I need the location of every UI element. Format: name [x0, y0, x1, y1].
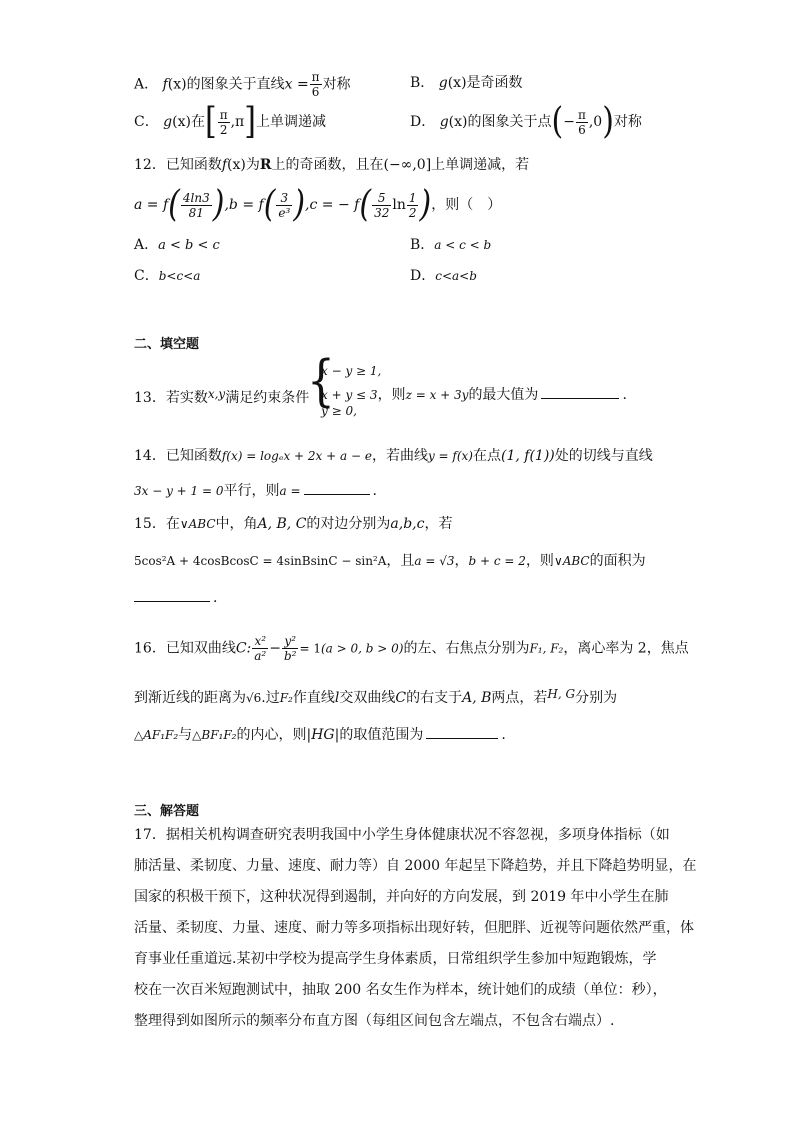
interval: (−∞,0] — [383, 157, 432, 173]
period: . — [622, 387, 627, 403]
period: . — [213, 590, 218, 606]
line-l: l — [334, 690, 340, 706]
option-value: b<c<a — [158, 269, 201, 283]
equation-rhs: = 1 — [299, 641, 321, 656]
q12-option-a — [134, 234, 220, 254]
numerator: π — [577, 107, 586, 122]
constraint-brace: { — [307, 349, 335, 414]
func-name: f — [221, 157, 228, 173]
question-text: 的取值范围为 — [339, 727, 424, 743]
paragraph-line: 育事业任重道远.某初中学校为提高学生身体素质，日常组织学生参加中短跑锻炼，学 — [134, 951, 657, 967]
fraction — [576, 108, 588, 137]
objective: z = x + 3y — [405, 388, 469, 402]
interval-end: ,π — [230, 114, 245, 130]
numerator: 1 — [408, 190, 417, 205]
fraction — [407, 191, 419, 220]
q16-line3 — [134, 725, 506, 745]
question-text: 中，角 — [215, 516, 258, 532]
question-text: 的对边分别为 — [306, 516, 391, 532]
q13-cond-row — [321, 384, 627, 404]
question-text: ，则 — [525, 553, 554, 569]
question-text: 上单调递减，若 — [431, 157, 530, 173]
left-paren: ( — [551, 100, 564, 143]
question-text: 的左、右焦点分别为 — [403, 640, 530, 657]
option-label: A． — [134, 237, 159, 253]
option-label: C． — [134, 268, 159, 284]
numerator: π — [311, 70, 320, 84]
minus-sign: − — [563, 114, 575, 130]
trig-equation: 5cos²A + 4cosBcosC = 4sinBsinC − sin²A — [134, 554, 387, 568]
point-y: ,0 — [588, 114, 603, 130]
constraint-1: x − y ≥ 1, — [321, 364, 382, 378]
option-label: D． — [410, 114, 436, 130]
point: (1, f(1)) — [501, 448, 555, 464]
question-text: ，若 — [424, 516, 453, 532]
option-text: 对称 — [322, 76, 351, 93]
points-ab: A, B — [462, 690, 492, 706]
question-text: 平行，则 — [223, 483, 280, 499]
constraint-2: x + y ≤ 3 — [321, 388, 378, 402]
fraction — [218, 108, 230, 137]
func-arg: (x) — [167, 76, 187, 93]
q12-stem — [134, 155, 529, 175]
equation: x = — [284, 76, 309, 93]
real-set: R — [259, 157, 272, 173]
period: . — [501, 727, 506, 743]
a-value: a = √3 — [414, 554, 455, 568]
func-arg: (x) — [227, 157, 246, 173]
option-text: 的图象关于点 — [467, 114, 552, 130]
q11-option-d — [410, 100, 642, 143]
func-name: g — [163, 114, 173, 130]
triangle-1: △AF₁F₂ — [134, 728, 179, 742]
func-name: f — [162, 76, 168, 93]
q13-stem — [134, 384, 309, 408]
question-text: 的内心，则 — [236, 727, 307, 743]
denominator: 81 — [188, 205, 204, 220]
question-text: ，离心率为 2，焦点 — [563, 640, 689, 657]
q11-option-a — [134, 70, 351, 99]
curve-name: C — [395, 690, 407, 706]
numerator: x² — [252, 634, 268, 649]
answer-blank[interactable] — [541, 398, 619, 399]
denominator: 2 — [219, 122, 228, 137]
paragraph-line: 校在一次百米短跑测试中，抽取 200 名女生作为样本，统计她们的成绩（单位：秒）， — [134, 982, 667, 998]
sides: a,b,c — [390, 516, 425, 532]
denominator: 6 — [578, 122, 586, 137]
question-text: 交双曲线 — [339, 690, 396, 706]
question-text: 15．在 — [134, 516, 180, 532]
option-text: 在 — [190, 114, 205, 130]
right-paren: ) — [293, 183, 306, 226]
question-text: 16．已知双曲线 — [134, 640, 236, 657]
def-a: a = f — [134, 197, 169, 213]
triangle: ∨ABC — [553, 554, 590, 568]
question-text: ，且 — [386, 553, 415, 569]
option-text: 的图象关于直线 — [186, 76, 285, 93]
fraction — [276, 191, 292, 220]
sqrt-six: √6 — [246, 691, 262, 705]
curve: y = f(x) — [427, 449, 473, 463]
right-paren: ) — [419, 183, 432, 226]
left-paren: ( — [263, 183, 276, 226]
option-value: a < b < c — [158, 238, 220, 253]
q12-definitions — [134, 183, 502, 226]
question-text: 的右支于 — [406, 690, 463, 706]
answer-blank[interactable] — [426, 738, 498, 739]
fraction — [252, 634, 268, 663]
option-text: 对称 — [613, 114, 642, 130]
paragraph-line: 17．据相关机构调查研究表明我国中小学生身体健康状况不容忽视，多项身体指标（如 — [134, 827, 670, 843]
angles: A, B, C — [257, 516, 307, 532]
q16-line1 — [134, 634, 689, 663]
numerator: 3 — [276, 191, 292, 206]
answer-var: a = — [279, 484, 301, 498]
constraint-3: y ≥ 0, — [321, 404, 357, 418]
right-bracket: ] — [244, 100, 256, 143]
question-text: ，则 — [377, 387, 406, 403]
option-label: D． — [410, 268, 436, 284]
func-name: g — [438, 75, 448, 91]
def-c: ,c = − f — [305, 197, 360, 213]
fraction — [310, 70, 322, 99]
q15-line1 — [134, 514, 452, 534]
q17-paragraph — [134, 820, 697, 1037]
numerator: 4ln3 — [182, 190, 210, 205]
denominator: 6 — [311, 85, 320, 99]
variables: x,y — [207, 387, 226, 401]
question-text: 处的切线与直线 — [554, 448, 653, 464]
section-heading: 二、填空题 — [134, 337, 200, 352]
points-hg: H, G — [547, 687, 576, 701]
paragraph-line: 肺活量、柔韧度、力量、速度、耐力等）自 2000 年起呈下降趋势，并且下降趋势明显，在 — [134, 858, 697, 874]
q14-line1 — [134, 446, 653, 466]
q15-line3 — [134, 588, 217, 608]
question-text: 13．若实数 — [134, 390, 208, 406]
abs-hg: |HG| — [306, 727, 340, 743]
question-text: 在点 — [473, 448, 501, 464]
question-text: 14．已知函数 — [134, 448, 222, 464]
option-text: 上单调递减 — [255, 114, 326, 130]
question-text: .过 — [261, 690, 280, 706]
bc-sum: b + c = 2 — [468, 554, 526, 568]
def-b: ,b = f — [224, 197, 264, 213]
paragraph-line: 国家的积极干预下，这种状况得到遏制，并向好的方向发展，到 2019 年中小学生在肺 — [134, 889, 669, 905]
q11-option-b — [410, 72, 523, 92]
question-text: ，则（ ） — [431, 197, 502, 213]
triangle-2: △BF₁F₂ — [192, 728, 237, 742]
right-paren: ) — [602, 100, 614, 143]
func-arg: (x) — [447, 75, 467, 91]
ln: ln — [392, 197, 406, 213]
fraction — [372, 191, 391, 220]
curve-name: C: — [235, 640, 252, 657]
numerator: π — [219, 107, 228, 122]
triangle: ∨ABC — [179, 517, 216, 531]
section-heading: 三、解答题 — [134, 804, 200, 819]
left-bracket: [ — [204, 100, 217, 143]
q11-option-c — [134, 100, 326, 143]
question-text: 为 — [245, 157, 260, 173]
option-value: a < c < b — [434, 238, 492, 252]
left-paren: ( — [168, 183, 180, 226]
question-text: 到渐近线的距离为 — [134, 690, 246, 706]
question-text: 与 — [178, 727, 193, 743]
option-value: c<a<b — [435, 269, 477, 283]
question-text: 满足约束条件 — [225, 390, 310, 406]
question-text: 上的奇函数，且在 — [271, 157, 384, 173]
answer-blank[interactable] — [304, 494, 370, 495]
q14-line2 — [134, 481, 377, 501]
option-label: B． — [410, 237, 435, 253]
denominator: a² — [254, 649, 267, 663]
denominator: 2 — [408, 205, 417, 220]
q12-option-b — [410, 234, 491, 254]
option-label: A． — [134, 76, 159, 93]
q12-option-c — [134, 265, 200, 285]
fraction — [181, 191, 212, 220]
denominator: b² — [283, 649, 297, 663]
question-text: 分别为 — [575, 690, 618, 706]
line-equation: 3x − y + 1 = 0 — [134, 484, 224, 498]
minus-sign: − — [269, 640, 281, 657]
option-label: B． — [410, 75, 435, 91]
function-def: f(x) = logₑx + 2x + a − e — [221, 449, 372, 463]
denominator: e³ — [278, 205, 291, 220]
left-paren: ( — [359, 183, 372, 226]
question-text: 的面积为 — [589, 553, 646, 569]
func-arg: (x) — [448, 114, 468, 130]
numerator: 5 — [372, 191, 391, 206]
question-text: 的最大值为 — [468, 387, 539, 403]
denominator: 32 — [374, 205, 390, 220]
func-name: g — [439, 114, 449, 130]
answer-blank[interactable] — [134, 601, 210, 602]
paragraph-line: 活量、柔韧度、力量、速度、耐力等多项指标出现好转，但肥胖、近视等问题依然严重，体 — [134, 920, 694, 936]
question-text: 12．已知函数 — [134, 157, 222, 173]
focus-f2: F₂ — [279, 691, 293, 705]
right-paren: ) — [212, 183, 225, 226]
numerator: y² — [282, 634, 299, 649]
separator: ， — [454, 553, 469, 569]
func-arg: (x) — [172, 114, 191, 130]
option-text: 是奇函数 — [466, 75, 523, 91]
q16-line2 — [134, 684, 617, 708]
question-text: 作直线 — [292, 690, 335, 706]
paragraph-line: 整理得到如图所示的频率分布直方图（每组区间包含左端点，不包含右端点）. — [134, 1013, 615, 1029]
condition: (a > 0, b > 0) — [320, 641, 404, 656]
question-text: ，若曲线 — [371, 448, 428, 464]
period: . — [372, 483, 377, 499]
question-text: 两点，若 — [491, 690, 548, 706]
q15-line2 — [134, 551, 646, 571]
foci: F₁, F₂ — [529, 641, 564, 656]
option-label: C． — [134, 114, 159, 130]
q12-option-d — [410, 265, 477, 285]
fraction — [282, 634, 299, 663]
